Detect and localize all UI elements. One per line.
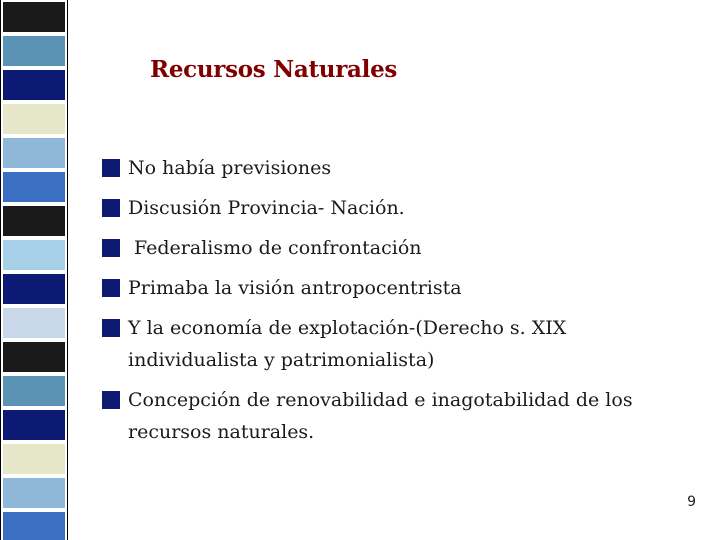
square-bullet-icon (102, 319, 120, 337)
square-bullet-icon (102, 159, 120, 177)
stripe-segment (3, 138, 65, 168)
stripe-segment (3, 308, 65, 338)
square-bullet-icon (102, 239, 120, 257)
bullet-text: Federalismo de confrontación (134, 237, 422, 259)
stripe-segment (3, 104, 65, 134)
slide-title: Recursos Naturales (150, 56, 398, 83)
stripe-segment (3, 512, 65, 540)
square-bullet-icon (102, 391, 120, 409)
stripe-segment (3, 206, 65, 236)
stripe-segment (3, 240, 65, 270)
stripe-segment (3, 410, 65, 440)
stripe-segment (3, 376, 65, 406)
square-bullet-icon (102, 279, 120, 297)
stripe-segment (3, 172, 65, 202)
stripe-segment (3, 36, 65, 66)
stripe-segment (3, 342, 65, 372)
stripe-segment (3, 70, 65, 100)
stripe-segment (3, 444, 65, 474)
bullet-text: Discusión Provincia- Nación. (128, 197, 405, 219)
bullet-text: Y la economía de explotación-(Derecho s. XIX individualista y patrimonialista) (128, 317, 567, 371)
page-number: 9 (687, 494, 696, 510)
bullet-text: Primaba la visión antropocentrista (128, 277, 462, 299)
bullet-item (100, 312, 700, 376)
bullet-item (100, 192, 700, 224)
bullet-item (100, 152, 700, 184)
bullet-list (100, 152, 700, 456)
stripe-segment (3, 2, 65, 32)
stripe-segment (3, 274, 65, 304)
bullet-text: No había previsiones (128, 157, 332, 179)
bullet-item (100, 384, 700, 448)
stripe-segment (3, 478, 65, 508)
bullet-text: Concepción de renovabilidad e inagotabilidad de los recursos naturales. (128, 389, 633, 443)
bullet-item (100, 232, 700, 264)
bullet-item (100, 272, 700, 304)
square-bullet-icon (102, 199, 120, 217)
decorative-stripe-bar (0, 0, 68, 540)
